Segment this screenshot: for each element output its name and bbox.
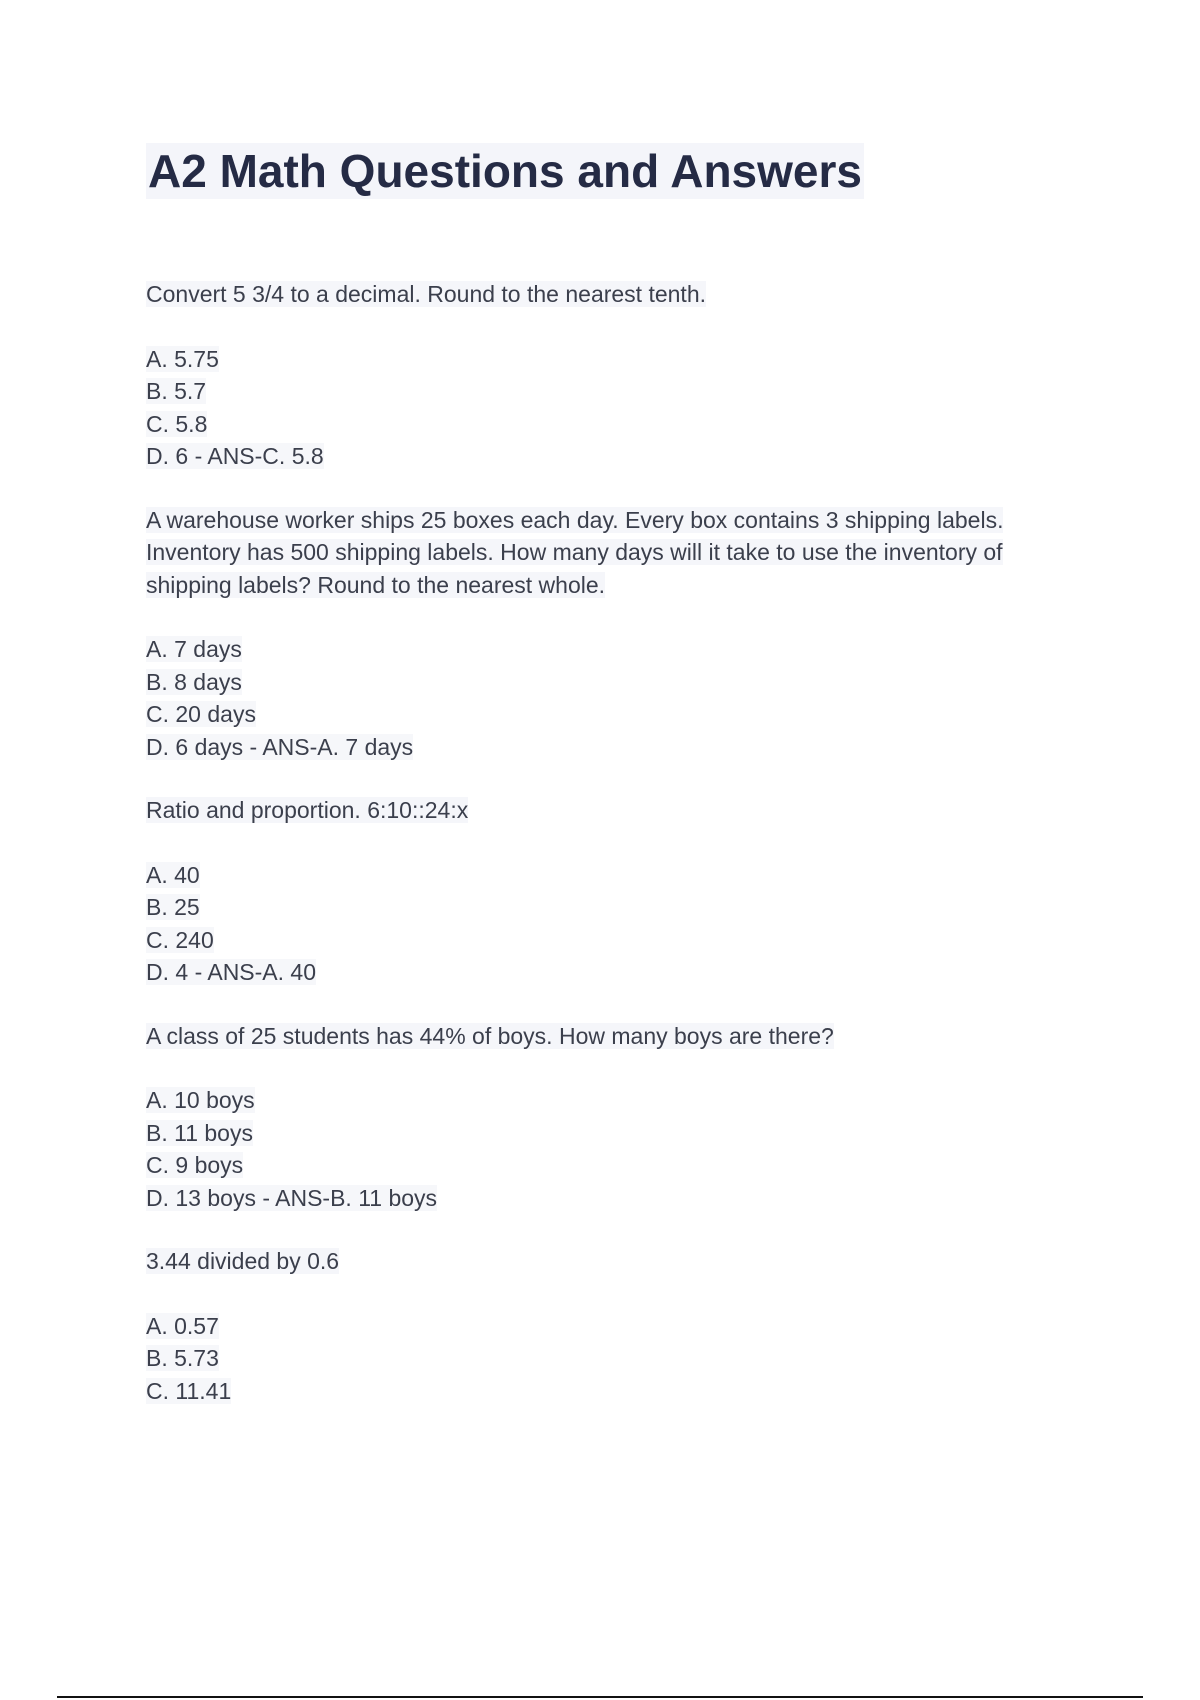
answer-option xyxy=(146,343,1066,376)
question-text-label: Convert 5 3/4 to a decimal. Round to the nearest tenth. xyxy=(146,281,707,307)
answer-option-label: D. 6 - ANS-C. 5.8 xyxy=(146,443,324,469)
answer-option xyxy=(146,1310,1066,1343)
answer-option-label: C. 240 xyxy=(146,926,214,953)
answer-option xyxy=(146,956,1066,989)
question-block-4 xyxy=(146,1020,1066,1215)
question-block-2 xyxy=(146,504,1066,764)
answer-option-label: A. 5.75 xyxy=(146,345,219,372)
question-block-5 xyxy=(146,1245,1066,1407)
answer-option-label: D. 13 boys - ANS-B. 11 boys xyxy=(146,1184,438,1211)
answer-options xyxy=(146,343,1066,473)
answer-option-label: C. 9 boys xyxy=(146,1152,244,1178)
answer-option-label: B. 25 xyxy=(146,894,200,920)
answer-options xyxy=(146,1084,1066,1214)
answer-option xyxy=(146,1182,1066,1215)
question-block-1 xyxy=(146,278,1066,473)
answer-option xyxy=(146,1342,1066,1375)
question-text xyxy=(146,1245,1066,1278)
answer-options xyxy=(146,633,1066,763)
question-text-label: Ratio and proportion. 6:10::24:x xyxy=(146,797,469,823)
answer-option-label: D. 4 - ANS-A. 40 xyxy=(146,959,317,985)
answer-option xyxy=(146,1084,1066,1117)
answer-option xyxy=(146,891,1066,924)
answer-option xyxy=(146,666,1066,699)
question-text xyxy=(146,794,1066,827)
page-title: A2 Math Questions and Answers xyxy=(148,145,862,197)
answer-option-label: C. 11.41 xyxy=(146,1377,232,1404)
answer-option xyxy=(146,698,1066,731)
answer-option xyxy=(146,440,1066,473)
answer-option-label: B. 5.73 xyxy=(146,1345,219,1371)
answer-option xyxy=(146,1375,1066,1408)
answer-option-label: B. 8 days xyxy=(146,668,242,695)
question-text xyxy=(146,1020,1066,1053)
answer-option-label: A. 0.57 xyxy=(146,1312,219,1339)
answer-option-label: A. 10 boys xyxy=(146,1087,255,1113)
answer-options xyxy=(146,859,1066,989)
answer-option-label: C. 20 days xyxy=(146,701,256,727)
question-text-label: 3.44 divided by 0.6 xyxy=(146,1248,340,1274)
question-block-3 xyxy=(146,794,1066,989)
answer-option xyxy=(146,1117,1066,1150)
answer-option xyxy=(146,924,1066,957)
question-text xyxy=(146,504,1066,602)
footer-divider xyxy=(57,1696,1143,1698)
question-text-label: A warehouse worker ships 25 boxes each day. Every box contains 3 shipping labels. Inventory has 500 shipping labels. How many days will it take to use the inventory of shipping labels? Round to the nearest whole. xyxy=(146,506,1004,598)
answer-options xyxy=(146,1310,1066,1408)
answer-option-label: B. 11 boys xyxy=(146,1119,253,1146)
answer-option xyxy=(146,633,1066,666)
answer-option xyxy=(146,731,1066,764)
answer-option xyxy=(146,1149,1066,1182)
answer-option-label: A. 7 days xyxy=(146,636,242,662)
answer-option xyxy=(146,408,1066,441)
question-list xyxy=(146,278,1066,1438)
question-text xyxy=(146,278,1066,311)
question-text-label: A class of 25 students has 44% of boys. How many boys are there? xyxy=(146,1022,834,1049)
answer-option-label: B. 5.7 xyxy=(146,378,207,404)
answer-option-label: A. 40 xyxy=(146,861,200,888)
answer-option xyxy=(146,375,1066,408)
answer-option-label: D. 6 days - ANS-A. 7 days xyxy=(146,733,414,760)
answer-option xyxy=(146,859,1066,892)
answer-option-label: C. 5.8 xyxy=(146,410,208,437)
